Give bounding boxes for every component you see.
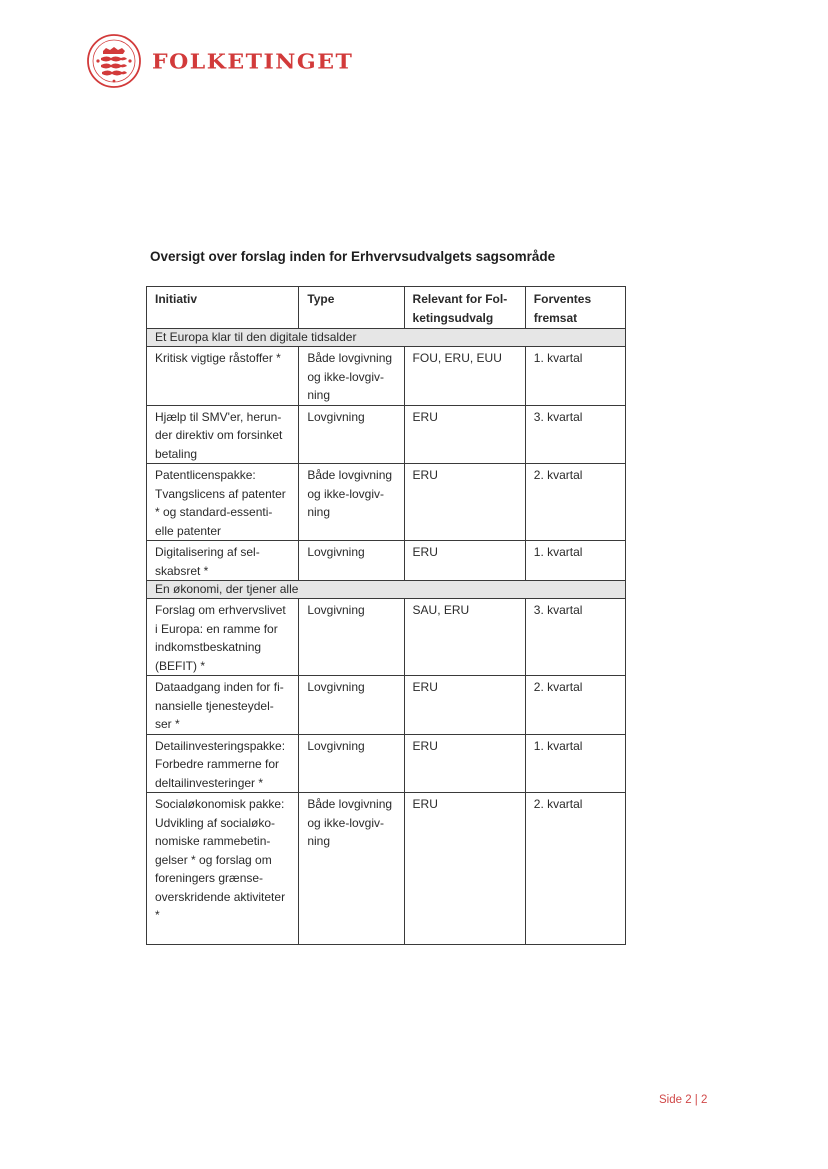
brand-name: FOLKETINGET [152, 49, 354, 75]
cell-initiativ: Hjælp til SMV'er, herun- der direktiv om forsinket betaling [147, 405, 299, 464]
header-relevant: Relevant for Fol- ketingsudvalg [404, 287, 525, 329]
cell-relevant: ERU [404, 405, 525, 464]
cell-forventes: 1. kvartal [525, 347, 625, 406]
cell-relevant: ERU [404, 793, 525, 945]
table-header-row [147, 287, 626, 329]
cell-type: Lovgivning [299, 734, 404, 793]
table-row [147, 464, 626, 541]
cell-relevant: ERU [404, 734, 525, 793]
proposals-table [146, 286, 626, 945]
table-row [147, 347, 626, 406]
cell-type: Både lovgivning og ikke-lovgiv- ning [299, 464, 404, 541]
folketinget-crest-icon [86, 33, 142, 89]
cell-relevant: ERU [404, 464, 525, 541]
header-initiativ: Initiativ [147, 287, 299, 329]
cell-type: Lovgivning [299, 599, 404, 676]
cell-forventes: 2. kvartal [525, 464, 625, 541]
cell-initiativ: Patentlicenspakke: Tvangslicens af patenter * og standard-essenti- elle patenter [147, 464, 299, 541]
cell-initiativ: Dataadgang inden for fi- nansielle tjenesteydel- ser * [147, 676, 299, 735]
cell-type: Både lovgivning og ikke-lovgiv- ning [299, 793, 404, 945]
cell-initiativ: Digitalisering af sel- skabsret * [147, 541, 299, 581]
section-row [147, 581, 626, 599]
page-number: Side 2 | 2 [659, 1094, 708, 1106]
section-row [147, 329, 626, 347]
section-title: Et Europa klar til den digitale tidsalder [147, 329, 626, 347]
cell-forventes: 2. kvartal [525, 793, 625, 945]
table-row [147, 541, 626, 581]
cell-initiativ: Forslag om erhvervslivet i Europa: en ramme for indkomstbeskatning (BEFIT) * [147, 599, 299, 676]
cell-forventes: 2. kvartal [525, 676, 625, 735]
cell-relevant: SAU, ERU [404, 599, 525, 676]
section-title: En økonomi, der tjener alle [147, 581, 626, 599]
cell-relevant: ERU [404, 541, 525, 581]
cell-initiativ: Socialøkonomisk pakke: Udvikling af socialøko- nomiske rammebetin- gelser * og forslag om foreningers grænse- overskridende aktiviteter * [147, 793, 299, 945]
table-row [147, 734, 626, 793]
cell-forventes: 1. kvartal [525, 734, 625, 793]
table-row [147, 676, 626, 735]
cell-type: Både lovgivning og ikke-lovgiv- ning [299, 347, 404, 406]
table-row [147, 599, 626, 676]
cell-type: Lovgivning [299, 676, 404, 735]
cell-type: Lovgivning [299, 541, 404, 581]
cell-relevant: FOU, ERU, EUU [404, 347, 525, 406]
document-title: Oversigt over forslag inden for Erhvervsudvalgets sagsområde [150, 249, 556, 264]
cell-forventes: 3. kvartal [525, 405, 625, 464]
cell-forventes: 1. kvartal [525, 541, 625, 581]
cell-type: Lovgivning [299, 405, 404, 464]
cell-relevant: ERU [404, 676, 525, 735]
cell-forventes: 3. kvartal [525, 599, 625, 676]
table-row [147, 405, 626, 464]
cell-initiativ: Detailinvesteringspakke: Forbedre rammerne for deltailinvesteringer * [147, 734, 299, 793]
cell-initiativ: Kritisk vigtige råstoffer * [147, 347, 299, 406]
header-forventes: Forventes fremsat [525, 287, 625, 329]
header-type: Type [299, 287, 404, 329]
table-row [147, 793, 626, 945]
